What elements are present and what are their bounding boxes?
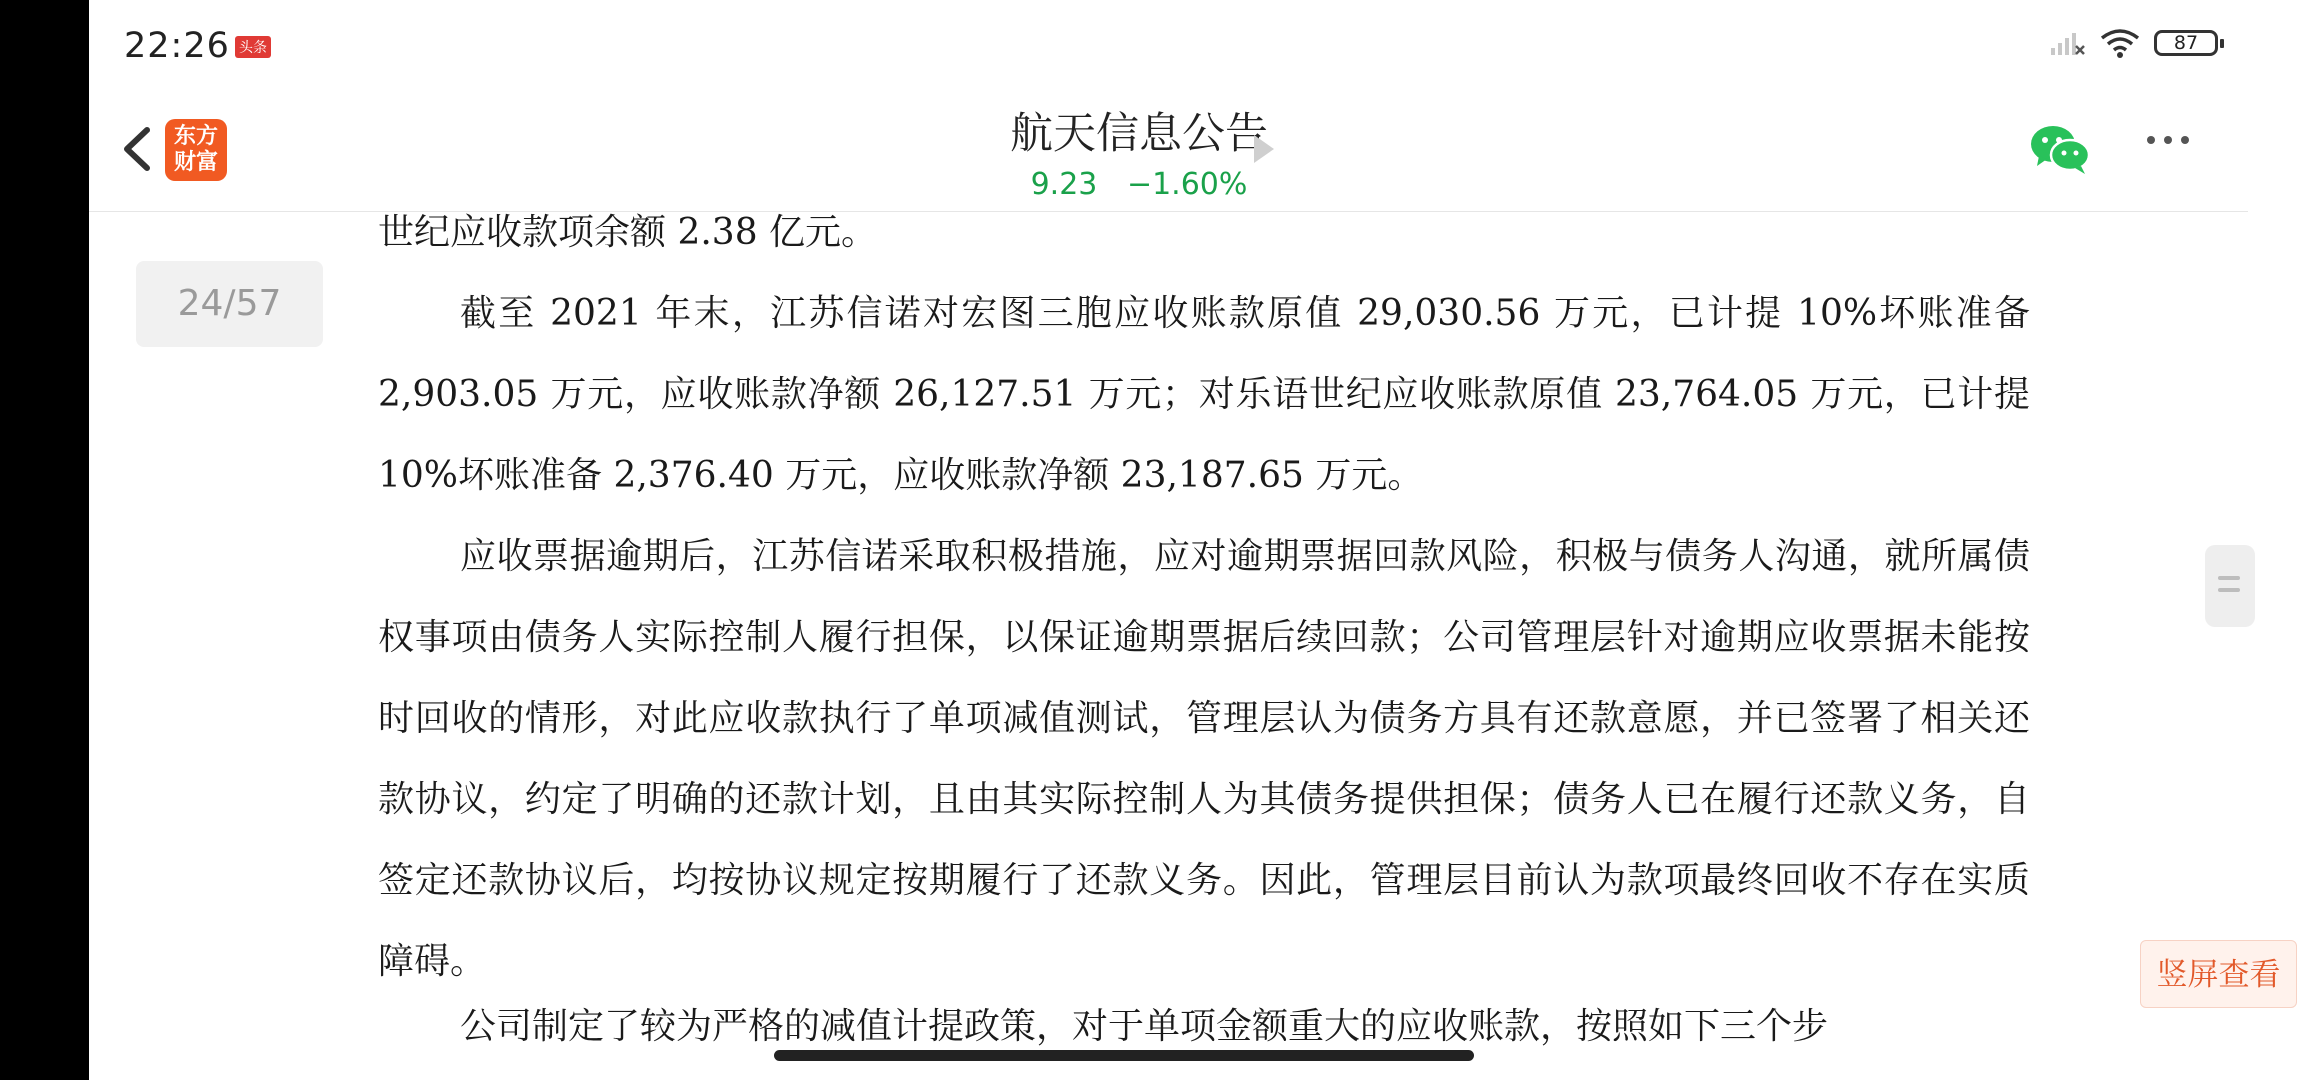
vertical-view-button[interactable]: 竖屏查看	[2140, 940, 2297, 1008]
handle-line	[2218, 588, 2240, 592]
status-time: 22:26	[124, 26, 230, 66]
screen-left-edge	[0, 0, 89, 1080]
page-title: 航天信息公告	[1010, 109, 1268, 159]
announcement-document[interactable]	[378, 192, 2030, 1047]
home-indicator[interactable]	[774, 1050, 1474, 1061]
side-drawer-handle[interactable]	[2205, 545, 2255, 627]
more-dot	[2181, 136, 2189, 144]
handle-line	[2218, 576, 2240, 580]
status-icons	[2050, 28, 2218, 58]
stock-header[interactable]	[839, 100, 1439, 202]
stock-price: 9.23	[1030, 167, 1098, 202]
logo-line-1: 东方	[173, 124, 218, 149]
expand-arrow-icon[interactable]	[1254, 135, 1274, 163]
stock-change: −1.60%	[1126, 167, 1248, 202]
app-window	[89, 0, 2281, 1080]
battery-indicator: 87	[2154, 30, 2218, 56]
back-icon[interactable]	[109, 114, 169, 184]
wechat-share-icon[interactable]	[2029, 122, 2091, 177]
app-logo[interactable]	[165, 119, 227, 181]
more-icon[interactable]	[2147, 136, 2189, 144]
doc-paragraph: 应收票据逾期后，江苏信诺采取积极措施，应对逾期票据回款风险，积极与债务人沟通，就所属债权事项由债务人实际控制人履行担保，以保证逾期票据后续回款；公司管理层针对逾期应收票据未能按时回收的情形，对此应收款执行了单项减值测试，管理层认为债务方具有还款意愿，并已签署了相关还款协议，约定了明确的还款计划，且由其实际控制人为其债务提供担保；债务人已在履行还款义务，自签定还款协议后，均按协议规定按期履行了还款义务。因此，管理层目前认为款项最终回收不存在实质障碍。	[378, 536, 2030, 982]
more-dot	[2164, 136, 2172, 144]
doc-paragraph: 世纪应收款项余额 2.38 亿元。	[378, 212, 878, 253]
signal-icon	[2050, 30, 2086, 56]
wifi-icon	[2100, 28, 2140, 58]
doc-paragraph: 公司制定了较为严格的减值计提政策，对于单项金额重大的应收账款，按照如下三个步	[460, 1006, 1829, 1047]
logo-line-2: 财富	[173, 150, 218, 175]
page-indicator: 24/57	[136, 261, 323, 347]
doc-paragraph: 截至 2021 年末，江苏信诺对宏图三胞应收账款原值 29,030.56 万元，已计提 10%坏账准备 2,903.05 万元，应收账款净额 26,127.51 万元；对乐语世纪应收账款原值 23,764.05 万元，已计提 10%坏账准备 2,376.40 万元，应收账款净额 23,187.65 万元。	[378, 293, 2030, 496]
more-dot	[2147, 136, 2155, 144]
notification-badge: 头条	[235, 36, 271, 58]
